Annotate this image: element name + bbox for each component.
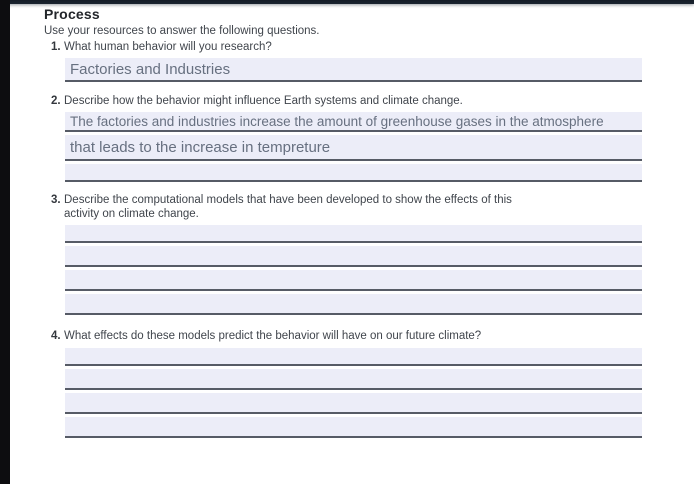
question-1-text: What human behavior will you research? xyxy=(64,41,272,53)
answer-field[interactable] xyxy=(65,270,642,291)
answer-field[interactable] xyxy=(65,369,642,390)
top-edge-bar xyxy=(0,0,694,4)
answer-field[interactable] xyxy=(65,225,642,243)
question-4-text: What effects do these models predict the behavior will have on our future climate? xyxy=(64,330,482,342)
question-2-text: Describe how the behavior might influence Earth systems and climate change. xyxy=(64,94,463,107)
question-3-text: Describe the computational models that have been developed to show the effects of this activity on climate change. xyxy=(64,194,512,220)
question-1-number: 1. xyxy=(51,41,61,53)
question-2-answers xyxy=(65,112,642,182)
answer-field[interactable] xyxy=(65,348,642,366)
question-3-answers xyxy=(65,225,642,315)
answer-field[interactable]: The factories and industries increase the amount of greenhouse gases in the atmosphere xyxy=(65,112,642,132)
question-1 xyxy=(44,41,694,82)
left-edge-bar xyxy=(0,0,10,484)
answer-field[interactable] xyxy=(65,164,642,182)
question-2-number: 2. xyxy=(51,94,61,107)
question-4-number: 4. xyxy=(51,330,61,342)
worksheet-page xyxy=(10,4,694,484)
question-4-answers xyxy=(65,348,642,438)
answer-field[interactable] xyxy=(65,393,642,414)
question-1-answers xyxy=(65,58,642,82)
answer-field[interactable]: Factories and Industries xyxy=(65,58,642,82)
page-title: Process xyxy=(44,6,100,22)
instructions-text: Use your resources to answer the following questions. xyxy=(44,25,320,37)
answer-field[interactable]: that leads to the increase in tempreture xyxy=(65,135,642,161)
question-3-number: 3. xyxy=(51,194,61,206)
question-2 xyxy=(44,95,694,183)
question-4 xyxy=(44,330,694,438)
question-3 xyxy=(44,194,694,315)
answer-field[interactable] xyxy=(65,294,642,315)
answer-field[interactable] xyxy=(65,417,642,438)
answer-field[interactable] xyxy=(65,246,642,267)
